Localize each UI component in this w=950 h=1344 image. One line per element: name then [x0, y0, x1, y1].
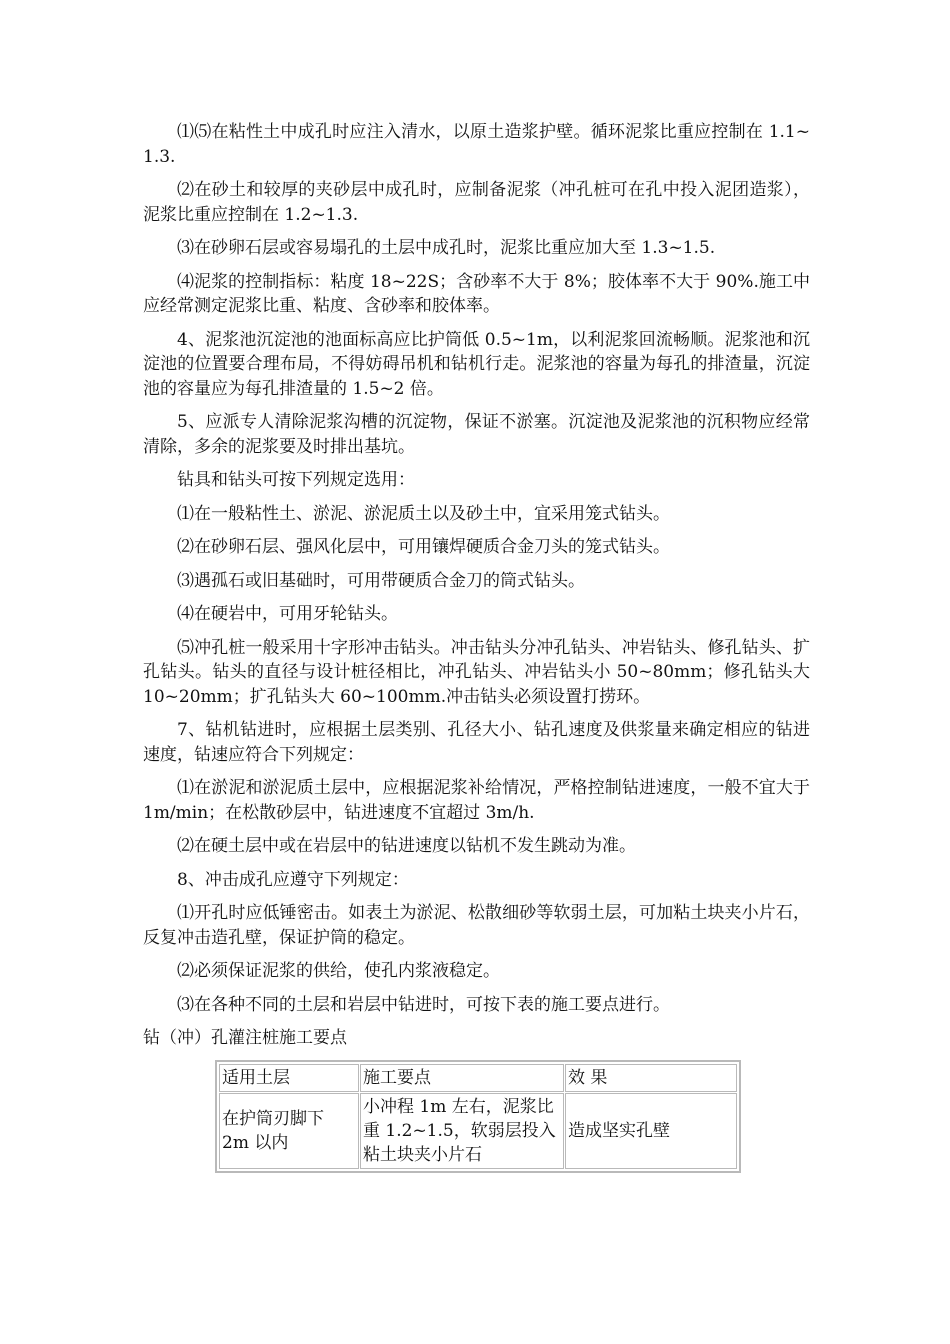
- paragraph-bit-hard-rock: ⑷在硬岩中，可用牙轮钻头。: [177, 604, 398, 624]
- paragraph-speed-silt: ⑴在淤泥和淤泥质土层中，应根据泥浆补给情况，严格控制钻进速度，一般不宜大于 1m/min；在松散砂层中，钻进速度不宜超过 3m/h.: [143, 778, 810, 823]
- table-row: [219, 1093, 737, 1169]
- paragraph-bit-percussion: ⑸冲孔桩一般采用十字形冲击钻头。冲击钻头分冲孔钻头、冲岩钻头、修孔钻头、扩孔钻头。钻头的直径与设计桩径相比，冲孔钻头、冲岩钻头小 50~80mm；修孔钻头大 10~20mm；扩孔钻头大 60~100mm.冲击钻头必须设置打捞环。: [143, 637, 810, 707]
- paragraph-speed-hard-layer: ⑵在硬土层中或在岩层中的钻进速度以钻机不发生跳动为准。: [177, 836, 636, 856]
- paragraph-item-7-drilling-speed: 7、钻机钻进时，应根据土层类别、孔径大小、钻孔速度及供浆量来确定相应的钻进速度，钻速应符合下列规定：: [143, 720, 810, 765]
- paragraph-item-4-mud-pool: 4、泥浆池沉淀池的池面标高应比护筒低 0.5~1m，以利泥浆回流畅顺。泥浆池和沉淀池的位置要合理布局，不得妨碍吊机和钻机行走。泥浆池的容量为每孔的排渣量，沉淀池的容量应为每孔排渣量的 1.5~2 倍。: [143, 329, 810, 399]
- document-body: [143, 120, 810, 1173]
- paragraph-mud-sand-layer: ⑵在砂土和较厚的夹砂层中成孔时，应制备泥浆（冲孔桩可在孔中投入泥团造浆），泥浆比重应控制在 1.2~1.3.: [143, 180, 810, 225]
- table-cell-key-points: 小冲程 1m 左右，泥浆比重 1.2~1.5，软弱层投入粘土块夹小片石: [360, 1093, 564, 1169]
- paragraph-percussion-table-ref: ⑶在各种不同的土层和岩层中钻进时，可按下表的施工要点进行。: [177, 994, 670, 1015]
- construction-points-table: [215, 1060, 741, 1173]
- paragraph-percussion-mud-supply: ⑵必须保证泥浆的供给，使孔内浆液稳定。: [177, 961, 500, 981]
- paragraph-percussion-start: ⑴开孔时应低锤密击。如表土为淤泥、松散细砂等软弱土层，可加粘土块夹小片石，反复冲击造孔壁，保证护筒的稳定。: [143, 903, 810, 948]
- paragraph-mud-control-indices: ⑷泥浆的控制指标：粘度 18~22S；含砂率不大于 8%；胶体率不大于 90%.施工中应经常测定泥浆比重、粘度、含砂率和胶体率。: [143, 271, 810, 316]
- paragraph-mud-gravel-layer: ⑶在砂卵石层或容易塌孔的土层中成孔时，泥浆比重应加大至 1.3~1.5.: [177, 238, 716, 258]
- column-header-soil-layer: 适用土层: [219, 1064, 359, 1092]
- paragraph-bit-clay: ⑴在一般粘性土、淤泥、淤泥质土以及砂土中，宜采用笼式钻头。: [177, 503, 670, 524]
- paragraph-bit-boulder: ⑶遇孤石或旧基础时，可用带硬质合金刀的筒式钻头。: [177, 570, 585, 591]
- paragraph-item-5-sediment: 5、应派专人清除泥浆沟槽的沉淀物，保证不淤塞。沉淀池及泥浆池的沉积物应经常清除，多余的泥浆要及时排出基坑。: [143, 412, 810, 457]
- paragraph-item-8-percussion: 8、冲击成孔应遵守下列规定：: [177, 869, 409, 890]
- table-caption: 钻（冲）孔灌注桩施工要点: [143, 1028, 347, 1048]
- paragraph-bit-gravel: ⑵在砂卵石层、强风化层中，可用镶焊硬质合金刀头的笼式钻头。: [177, 537, 670, 557]
- column-header-key-points: 施工要点: [360, 1064, 564, 1092]
- column-header-effect: 效 果: [565, 1064, 737, 1092]
- paragraph-mud-clay-soil: ⑴⑸在粘性土中成孔时应注入清水，以原土造浆护壁。循环泥浆比重应控制在 1.1~1.3.: [143, 122, 810, 167]
- table-header-row: [219, 1064, 737, 1092]
- table-cell-soil-layer: 在护筒刃脚下 2m 以内: [219, 1093, 359, 1169]
- table-cell-effect: 造成坚实孔壁: [565, 1093, 737, 1169]
- paragraph-drill-bit-selection: 钻具和钻头可按下列规定选用：: [177, 470, 415, 490]
